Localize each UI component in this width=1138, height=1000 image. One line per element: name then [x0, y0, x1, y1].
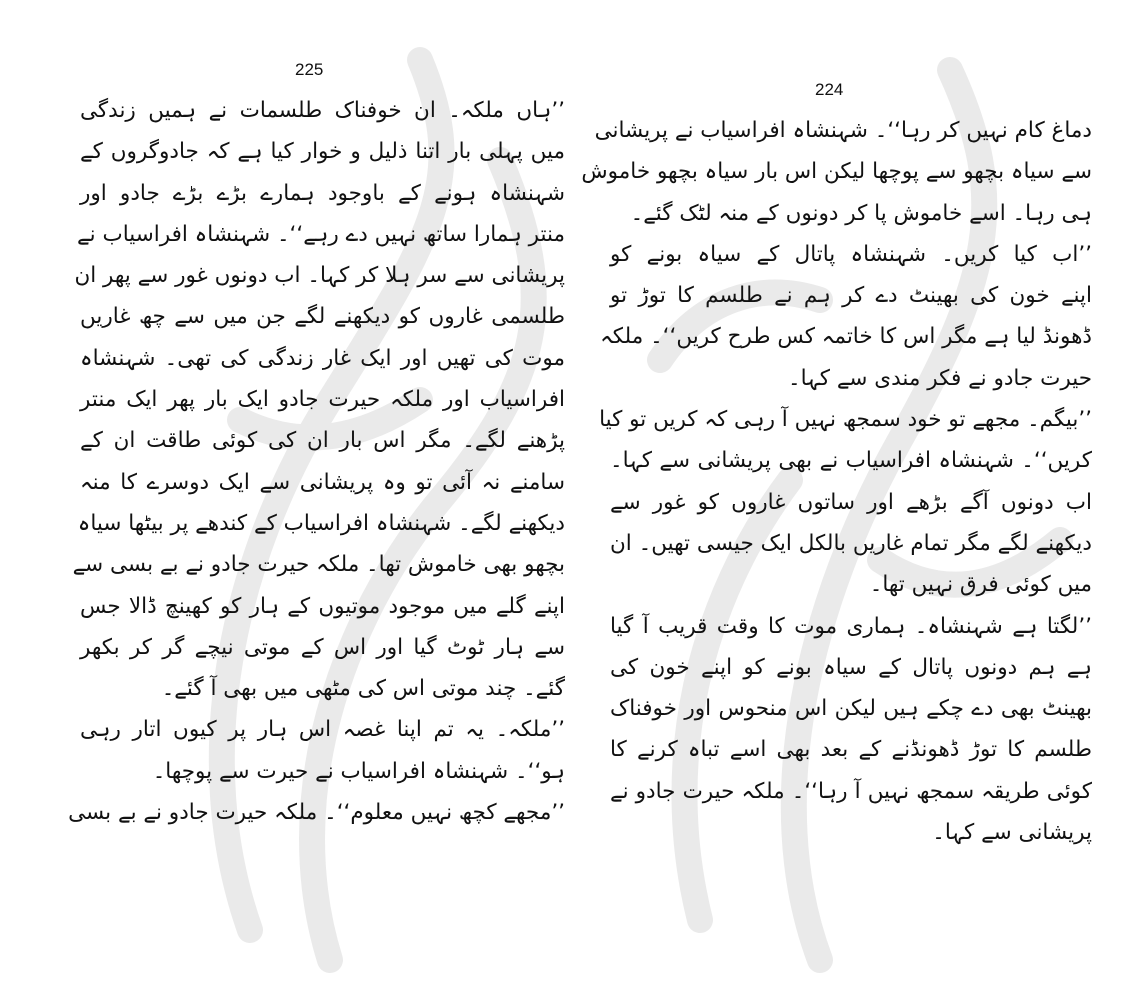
- left-paragraph-3: [68, 792, 565, 833]
- right-page-text: [581, 110, 1092, 853]
- text-line: ہے ہم دونوں پاتال کے سیاہ بونے کو اپنے خون کی: [610, 654, 1092, 680]
- text-line: طلسم کا توڑ ڈھونڈنے کے بعد بھی اسے تباہ کرنے کا: [610, 737, 1092, 763]
- text-line: میں پہلی بار اتنا ذلیل و خوار کیا ہے کہ جادوگروں کے: [80, 139, 565, 165]
- text-line: سے ہار ٹوٹ گیا اور اس کے موتی نیچے گر کر بکھر: [80, 634, 565, 660]
- text-line: اب دونوں آگے بڑھے اور ساتوں غاروں کو غور سے: [610, 489, 1092, 515]
- left-paragraph-2: [80, 709, 565, 792]
- text-line: حیرت جادو نے فکر مندی سے کہا۔: [788, 365, 1092, 391]
- left-paragraph-1: [72, 90, 565, 709]
- text-line: سامنے نہ آئی تو وہ پریشانی سے ایک دوسرے کا منہ: [80, 469, 565, 495]
- text-line: کوئی طریقہ سمجھ نہیں آ رہا‘‘۔ ملکہ حیرت جادو نے: [610, 778, 1092, 804]
- text-line: دماغ کام نہیں کر رہا‘‘۔ شہنشاہ افراسیاب نے پریشانی: [594, 118, 1092, 143]
- text-line: طلسمی غاروں کو دیکھنے لگے جن میں سے چھ غاریں: [80, 304, 565, 330]
- text-line: اپنے خون کی بھینٹ دے کر ہم نے طلسم کا توڑ تو: [610, 283, 1092, 309]
- text-line: افراسیاب اور ملکہ حیرت جادو ایک بار پھر ایک منتر: [80, 387, 565, 413]
- text-line: منتر ہمارا ساتھ نہیں دے رہے‘‘۔ شہنشاہ افراسیاب نے: [77, 221, 565, 247]
- text-line: ’’بیگم۔ مجھے تو خود سمجھ نہیں آ رہی کہ کریں تو کیا: [599, 407, 1092, 433]
- right-paragraph-2: [600, 234, 1092, 399]
- right-paragraph-4: [610, 606, 1092, 854]
- text-line: اپنے گلے میں موجود موتیوں کے ہار کو کھینچ ڈالا جس: [80, 593, 565, 619]
- text-line: ’’لگتا ہے شہنشاہ۔ ہماری موت کا وقت قریب آ گیا: [610, 613, 1092, 639]
- text-line: دیکھنے لگے۔ شہنشاہ افراسیاب کے کندھے پر بیٹھا سیاہ: [77, 510, 565, 536]
- right-page-number: 224: [815, 80, 844, 99]
- text-line: ’’مجھے کچھ نہیں معلوم‘‘۔ ملکہ حیرت جادو نے بے بسی: [68, 800, 565, 826]
- text-line: شہنشاہ ہونے کے باوجود ہمارے بڑے بڑے جادو اور: [80, 180, 565, 206]
- text-line: سے سیاہ بچھو سے پوچھا لیکن اس بار سیاہ بچھو خاموش: [581, 159, 1092, 185]
- text-line: ڈھونڈ لیا ہے مگر اس کا خاتمہ کس طرح کریں‘‘۔ ملکہ: [600, 324, 1092, 350]
- text-line: پڑھنے لگے۔ مگر اس بار ان کی کوئی طاقت ان کے: [80, 428, 565, 454]
- right-paragraph-3: [599, 399, 1092, 605]
- text-line: ہی رہا۔ اسے خاموش پا کر دونوں کے منہ لٹک گئے۔: [630, 200, 1092, 226]
- text-line: پریشانی سے سر ہلا کر کہا۔ اب دونوں غور سے پھر ان: [74, 263, 565, 289]
- text-line: ’’ہاں ملکہ۔ ان خوفناک طلسمات نے ہمیں زندگی: [80, 98, 565, 123]
- text-line: پریشانی سے کہا۔: [932, 820, 1092, 846]
- text-line: ’’اب کیا کریں۔ شہنشاہ پاتال کے سیاہ بونے کو: [610, 241, 1092, 267]
- text-line: ’’ملکہ۔ یہ تم اپنا غصہ اس ہار پر کیوں اتار رہی: [80, 717, 565, 743]
- text-line: کریں‘‘۔ شہنشاہ افراسیاب نے بھی پریشانی سے کہا۔: [610, 448, 1092, 474]
- text-line: بھینٹ بھی دے چکے ہیں لیکن اس منحوس اور خوفناک: [610, 696, 1092, 722]
- text-line: موت کی تھیں اور ایک غار زندگی کی تھی۔ شہنشاہ: [80, 345, 565, 371]
- text-line: ہو‘‘۔ شہنشاہ افراسیاب نے حیرت سے پوچھا۔: [152, 758, 565, 784]
- right-paragraph-1: [581, 110, 1092, 234]
- left-page-text: [68, 90, 565, 833]
- text-line: میں کوئی فرق نہیں تھا۔: [869, 572, 1092, 598]
- text-line: گئے۔ چند موتی اس کی مٹھی میں بھی آ گئے۔: [161, 676, 565, 702]
- text-line: دیکھنے لگے مگر تمام غاریں بالکل ایک جیسی تھیں۔ ان: [610, 530, 1092, 556]
- left-page-number: 225: [295, 60, 324, 79]
- text-line: بچھو بھی خاموش تھا۔ ملکہ حیرت جادو نے بے بسی سے: [72, 552, 565, 578]
